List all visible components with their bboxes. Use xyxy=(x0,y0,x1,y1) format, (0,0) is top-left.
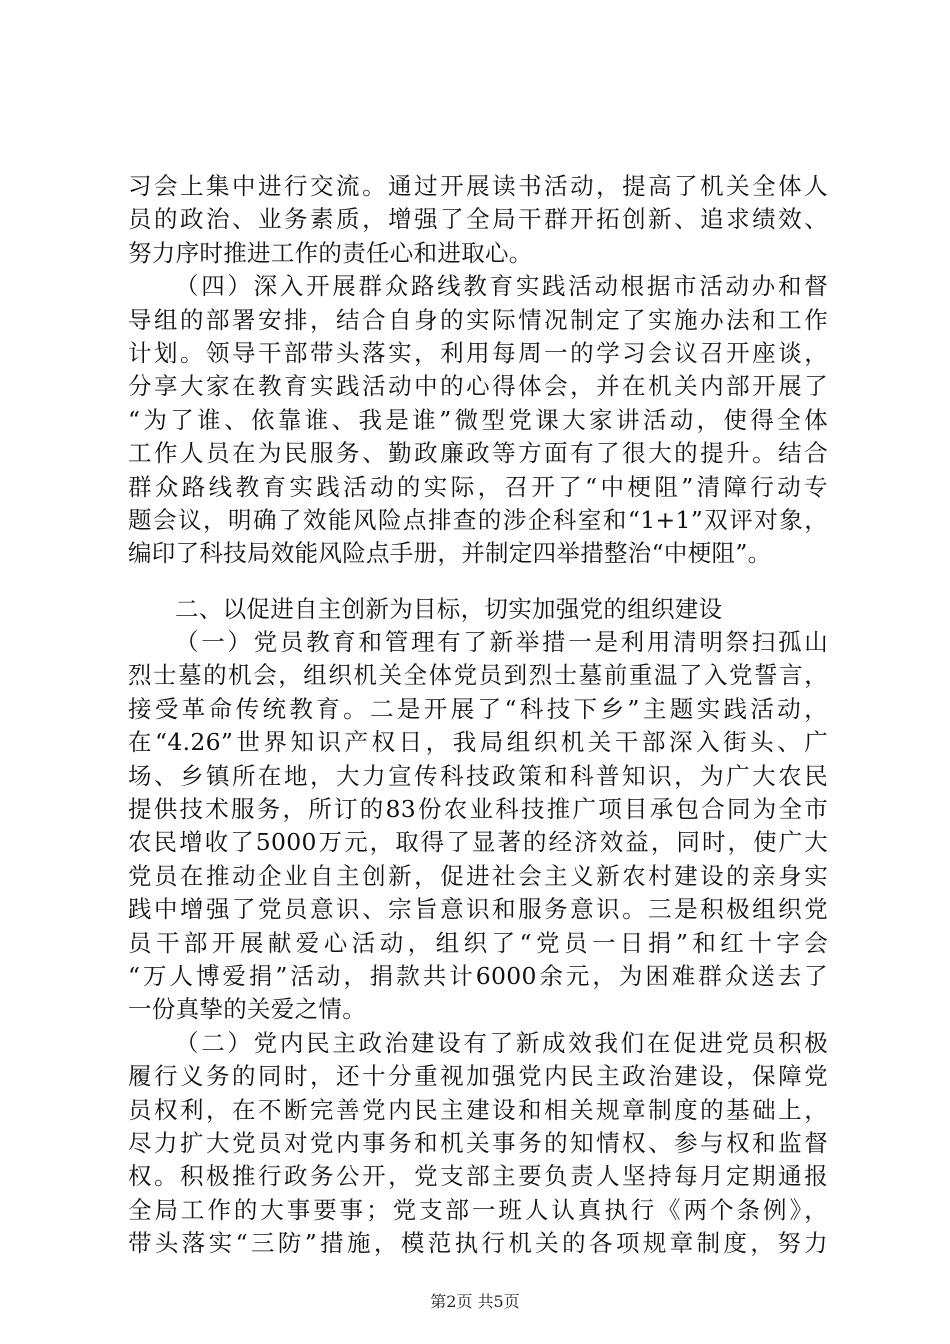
text-line: 努力序时推进工作的责任心和进取心。 xyxy=(128,238,533,267)
text-line: 题会议，明确了效能风险点排查的涉企科室和“1+1”双评对象， xyxy=(128,505,828,534)
text-line: “为了谁、依靠谁、我是谁”微型党课大家讲活动，使得全体 xyxy=(128,405,828,434)
paragraph-section-4 xyxy=(128,270,828,571)
document-body xyxy=(128,170,828,1261)
text-line: 农民增收了5000万元，取得了显著的经济效益，同时，使广大 xyxy=(128,828,828,857)
text-line: 尽力扩大党员对党内事务和机关事务的知情权、参与权和监督 xyxy=(128,1128,828,1157)
text-line: 接受革命传统教育。二是开展了“科技下乡”主题实践活动， xyxy=(128,694,828,723)
text-line: 计划。领导干部带头落实，利用每周一的学习会议召开座谈， xyxy=(128,338,828,367)
text-line: 员的政治、业务素质，增强了全局干群开拓创新、追求绩效、 xyxy=(128,205,828,234)
text-line: “万人博爱捐”活动，捐款共计6000余元，为困难群众送去了 xyxy=(128,961,828,990)
text-line: 群众路线教育实践活动的实际，召开了“中梗阻”清障行动专 xyxy=(128,472,828,501)
text-line: 员权利，在不断完善党内民主建设和相关规章制度的基础上， xyxy=(128,1095,828,1124)
text-line: 全局工作的大事要事；党支部一班人认真执行《两个条例》， xyxy=(128,1195,828,1224)
section-spacer xyxy=(128,571,828,593)
text-line: 党员在推动企业自主创新，促进社会主义新农村建设的亲身实 xyxy=(128,861,828,890)
text-line: 在“4.26”世界知识产权日，我局组织机关干部深入街头、广 xyxy=(128,728,828,757)
page-number-footer: 第2页 共5页 xyxy=(430,1292,520,1311)
text-line: 习会上集中进行交流。通过开展读书活动，提高了机关全体人 xyxy=(128,172,828,200)
text-line: 烈士墓的机会，组织机关全体党员到烈士墓前重温了入党誓言， xyxy=(128,661,828,690)
text-line: 分享大家在教育实践活动中的心得体会，并在机关内部开展了 xyxy=(128,372,828,401)
text-line: 工作人员在为民服务、勤政廉政等方面有了很大的提升。结合 xyxy=(128,439,828,468)
text-line: 一份真挚的关爱之情。 xyxy=(128,995,366,1024)
text-line: （一）党员教育和管理有了新举措一是利用清明祭扫孤山 xyxy=(175,628,828,657)
text-line: 带头落实“三防”措施，模范执行机关的各项规章制度，努力 xyxy=(128,1229,828,1258)
text-line: （二）党内民主政治建设有了新成效我们在促进党员积极 xyxy=(175,1028,828,1057)
text-line: 导组的部署安排，结合自身的实际情况制定了实施办法和工作 xyxy=(128,305,828,334)
paragraph-subsection-2 xyxy=(128,1027,828,1261)
paragraph-subsection-1 xyxy=(128,626,828,1027)
text-line: （四）深入开展群众路线教育实践活动根据市活动办和督 xyxy=(175,272,828,301)
text-line: 编印了科技局效能风险点手册，并制定四举措整治“中梗阻”。 xyxy=(128,539,772,568)
paragraph-continued xyxy=(128,170,828,270)
text-line: 权。积极推行政务公开，党支部主要负责人坚持每月定期通报 xyxy=(128,1162,828,1191)
text-line: 员干部开展献爱心活动，组织了“党员一日捐”和红十字会 xyxy=(128,928,828,957)
text-line: 践中增强了党员意识、宗旨意识和服务意识。三是积极组织党 xyxy=(128,895,828,924)
section-heading: 二、以促进自主创新为目标，切实加强党的组织建设 xyxy=(175,594,723,623)
text-line: 履行义务的同时，还十分重视加强党内民主政治建设，保障党 xyxy=(128,1062,828,1091)
text-line: 提供技术服务，所订的83份农业科技推广项目承包合同为全市 xyxy=(128,795,828,824)
text-line: 场、乡镇所在地，大力宣传科技政策和科普知识，为广大农民 xyxy=(128,761,828,790)
